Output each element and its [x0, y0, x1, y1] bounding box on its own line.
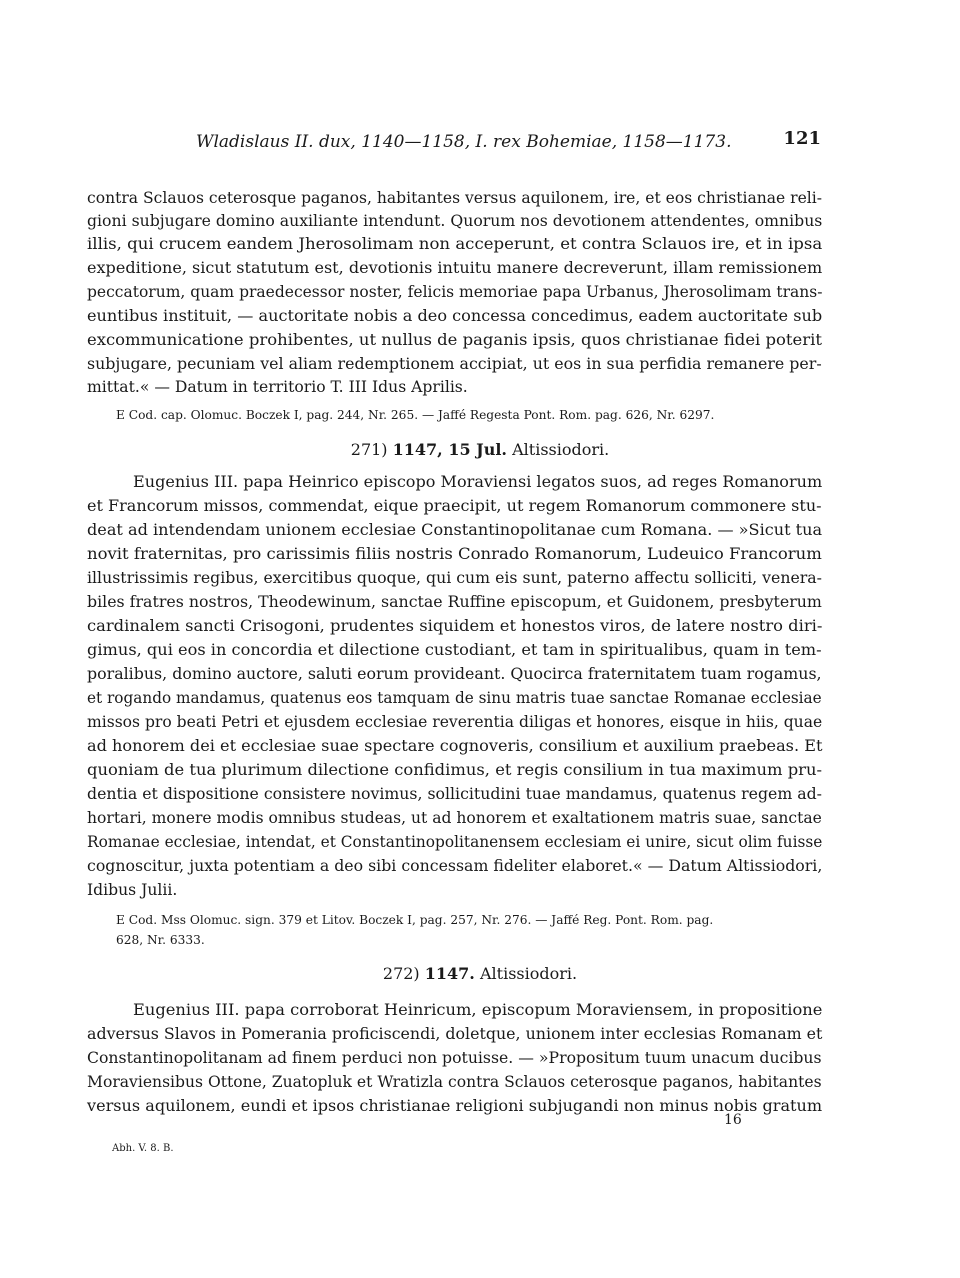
source-citation: E Cod. cap. Olomuc. Boczek I, pag. 244, Nr. 265. — Jaffé Regesta Pont. Rom. pag. 626, Nr. 6297. — [116, 408, 715, 422]
text-line: expeditione, sicut statutum est, devotionis intuitu manere decreverunt, illam remissionem — [87, 259, 823, 277]
text-line: contra Sclauos ceterosque paganos, habitantes versus aquilonem, ire, et eos christianae reli- — [87, 189, 823, 207]
text-line: Eugenius III. papa Heinrico episcopo Moraviensi legatos suos, ad reges Romanorum — [133, 473, 823, 491]
document-heading-272 — [0, 964, 960, 983]
text-line: peccatorum, quam praedecessor noster, felicis memoriae papa Urbanus, Jherosolimam trans- — [87, 283, 823, 301]
text-line: illis, qui crucem eandem Jherosolimam non acceperunt, et contra Sclauos ire, et in ipsa — [87, 235, 823, 253]
document-number: 271) — [350, 440, 388, 459]
text-line: Constantinopolitanam ad finem perduci non potuisse. — »Propositum tuum unacum ducibus — [87, 1049, 822, 1067]
source-citation: 628, Nr. 6333. — [116, 933, 205, 947]
text-line: gimus, qui eos in concordia et dilectione custodiant, et tam in spiritualibus, quam in tem- — [87, 641, 822, 659]
text-line: poralibus, domino auctore, saluti eorum provideant. Quocirca fraternitatem tuam rogamus, — [87, 665, 822, 683]
text-line: hortari, monere modis omnibus studeas, ut ad honorem et exaltationem matris suae, sanctae — [87, 809, 822, 827]
text-line: dentia et dispositione consistere novimus, sollicitudini tuae mandamus, quatenus regem ad- — [87, 785, 822, 803]
text-line: euntibus instituit, — auctoritate nobis a deo concessa concedimus, eadem auctoritate sub — [87, 307, 823, 325]
text-line: Romanae ecclesiae, intendat, et Constantinopolitanensem ecclesiam ei unire, sicut olim fuisse — [87, 833, 823, 851]
document-number: 272) — [382, 964, 420, 983]
text-line: quoniam de tua plurimum dilectione confidimus, et regis consilium in tua maximum pru- — [87, 761, 823, 779]
document-date: 1147, 15 Jul. — [392, 440, 507, 459]
text-line: illustrissimis regibus, exercitibus quoque, qui cum eis sunt, paterno affectu solliciti, venera- — [87, 569, 822, 587]
header-page-number: 121 — [783, 128, 821, 149]
document-place: Altissiodori. — [479, 964, 578, 983]
running-header — [196, 128, 821, 158]
text-line: missos pro beati Petri et ejusdem ecclesiae reverentia diligas et honores, eisque in hiis, quae — [87, 713, 823, 731]
text-line: ad honorem dei et ecclesiae suae spectare cognoveris, consilium et auxilium praebeas. Et — [87, 737, 823, 755]
text-line: cardinalem sancti Crisogoni, prudentes siquidem et honestos viros, de latere nostro diri- — [87, 617, 823, 635]
text-line: et rogando mandamus, quatenus eos tamquam de sinu matris tuae sanctae Romanae ecclesiae — [87, 689, 822, 707]
text-line: subjugare, pecuniam vel aliam redemptionem accipiat, ut eos in sua perfidia remanere per- — [87, 355, 822, 373]
source-citation: E Cod. Mss Olomuc. sign. 379 et Litov. Boczek I, pag. 257, Nr. 276. — Jaffé Reg. Pont. Rom. pag. — [116, 913, 714, 927]
document-date: 1147. — [424, 964, 475, 983]
header-title: Wladislaus II. dux, 1140—1158, I. rex Bohemiae, 1158—1173. — [196, 132, 732, 152]
text-line: Moraviensibus Ottone, Zuatopluk et Wratizla contra Sclauos ceterosque paganos, habitantes — [87, 1073, 822, 1091]
text-line: excommunicatione prohibentes, ut nullus de paganis ipsis, quos christianae fidei poterit — [87, 331, 822, 349]
text-line: adversus Slavos in Pomerania proficiscendi, doletque, unionem inter ecclesias Romanam et — [87, 1025, 823, 1043]
text-line: mittat.« — Datum in territorio T. III Idus Aprilis. — [87, 378, 468, 396]
text-line: Eugenius III. papa corroborat Heinricum, episcopum Moraviensem, in propositione — [133, 1001, 823, 1019]
document-place: Altissiodori. — [512, 440, 610, 459]
text-line: novit fraternitas, pro carissimis filiis nostris Conrado Romanorum, Ludeuico Francorum — [87, 545, 822, 563]
text-line: versus aquilonem, eundi et ipsos christianae religioni subjugandi non minus nobis gratum — [87, 1097, 823, 1115]
text-line: Idibus Julii. — [87, 881, 178, 899]
sheet-number: 16 — [724, 1112, 742, 1128]
text-line: et Francorum missos, commendat, eique praecipit, ut regem Romanorum commonere stu- — [87, 497, 822, 515]
printer-signature: Abh. V. 8. B. — [112, 1143, 174, 1154]
document-heading-271 — [0, 440, 960, 459]
text-line: cognoscitur, juxta potentiam a deo sibi concessam fideliter elaboret.« — Datum Altissiodori, — [87, 857, 823, 875]
text-line: gioni subjugare domino auxiliante intendunt. Quorum nos devotionem attendentes, omnibus — [87, 212, 823, 230]
text-line: deat ad intendendam unionem ecclesiae Constantinopolitanae cum Romana. — »Sicut tua — [87, 521, 823, 539]
text-line: biles fratres nostros, Theodewinum, sanctae Ruffine episcopum, et Guidonem, presbyterum — [87, 593, 822, 611]
